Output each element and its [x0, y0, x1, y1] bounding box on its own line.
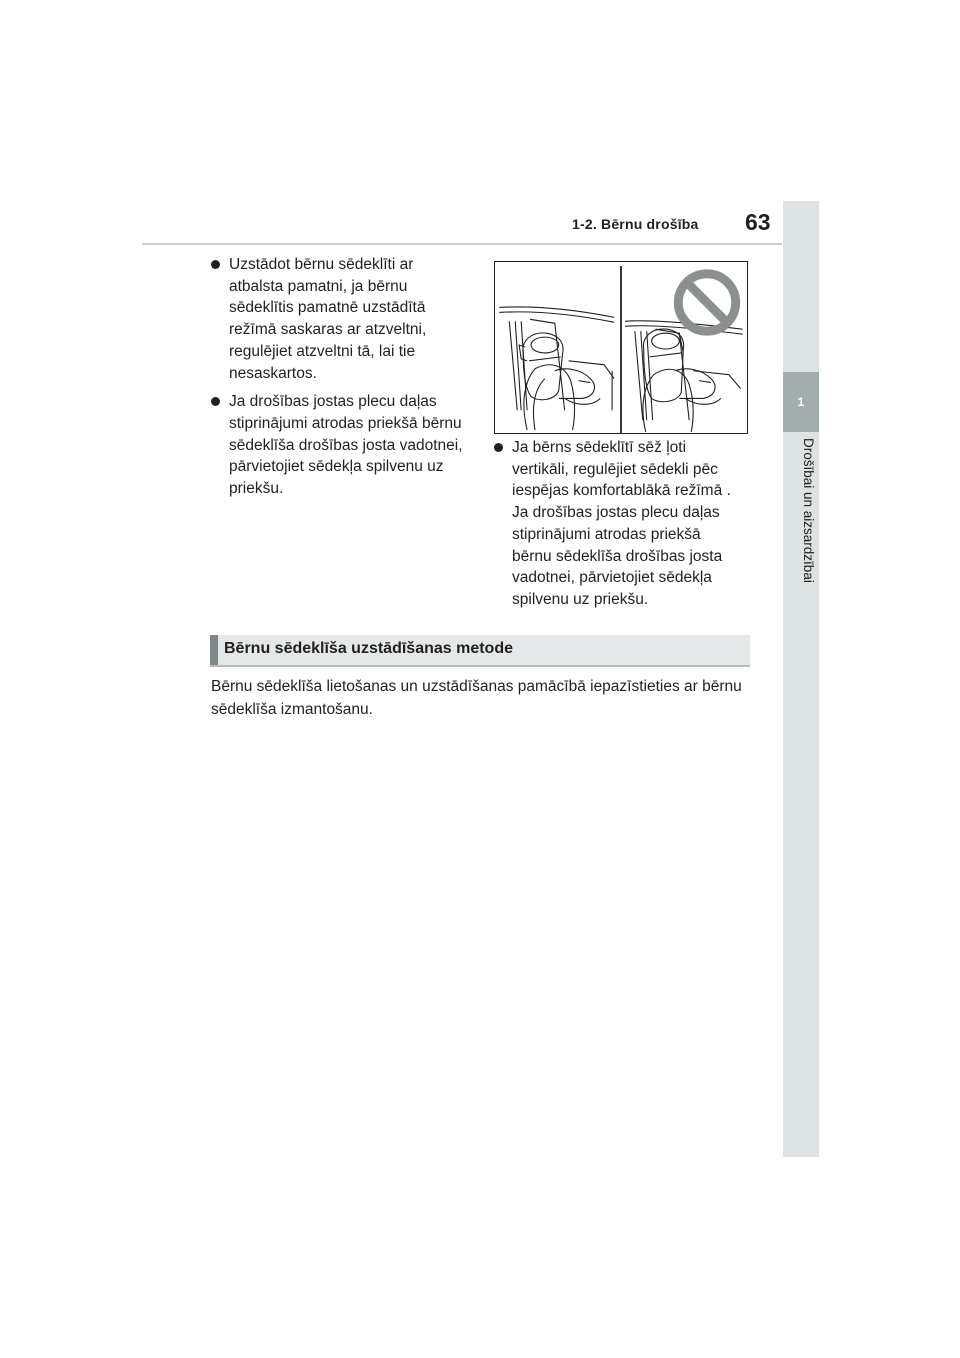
- chapter-side-bar: [783, 201, 819, 1157]
- child-seat-incorrect-icon: [625, 321, 743, 432]
- section-heading: Bērnu sēdeklīša uzstādīšanas metode: [224, 640, 513, 657]
- left-bullet-list: [211, 254, 463, 507]
- bullet-text: Uzstādot bērnu sēdeklīti ar atbalsta pamatni, ja bērnu sēdeklītis pamatnē uzstādītā režīmā saskaras ar atzveltni, regulējiet atzveltni tā, lai tie nesaskartos.: [229, 256, 427, 382]
- chapter-number-tab[interactable]: 1: [783, 372, 819, 432]
- bullet-text: Ja bērns sēdeklītī sēž ļoti vertikāli, regulējiet sēdekli pēc iespējas komfortablākā režīmā . Ja drošības jostas plecu daļas stiprinājumi atrodas priekšā bērnu sēdeklīša drošības josta vadotnei, pārvietojiet sēdekļa spilvenu uz priekšu.: [512, 439, 731, 608]
- prohibition-icon: [678, 274, 735, 331]
- section-title: 1-2. Bērnu drošība: [572, 216, 699, 232]
- child-seat-correct-icon: [499, 307, 614, 430]
- right-bullet-list: [494, 437, 744, 618]
- bullet-icon: [211, 260, 220, 269]
- list-item: [211, 391, 463, 500]
- page-number: 63: [745, 209, 771, 235]
- list-item: [494, 437, 744, 611]
- header-divider: [142, 243, 782, 245]
- section-paragraph: Bērnu sēdeklīša lietošanas un uzstādīšanas pamācībā iepazīstieties ar bērnu sēdeklīša izmantošanu.: [211, 678, 742, 718]
- child-seat-illustration: [494, 261, 748, 434]
- section-heading-bar: [210, 635, 750, 667]
- bullet-text: Ja drošības jostas plecu daļas stiprinājumi atrodas priekšā bērnu sēdeklīša drošības josta vadotnei, pārvietojiet sēdekļa spilvenu uz priekšu.: [229, 393, 463, 498]
- bullet-icon: [494, 443, 503, 452]
- bullet-icon: [211, 397, 220, 406]
- chapter-title: Drošībai un aizsardzībai: [801, 438, 816, 583]
- illustration-svg: [495, 262, 747, 433]
- heading-accent: [210, 635, 218, 665]
- list-item: [211, 254, 463, 384]
